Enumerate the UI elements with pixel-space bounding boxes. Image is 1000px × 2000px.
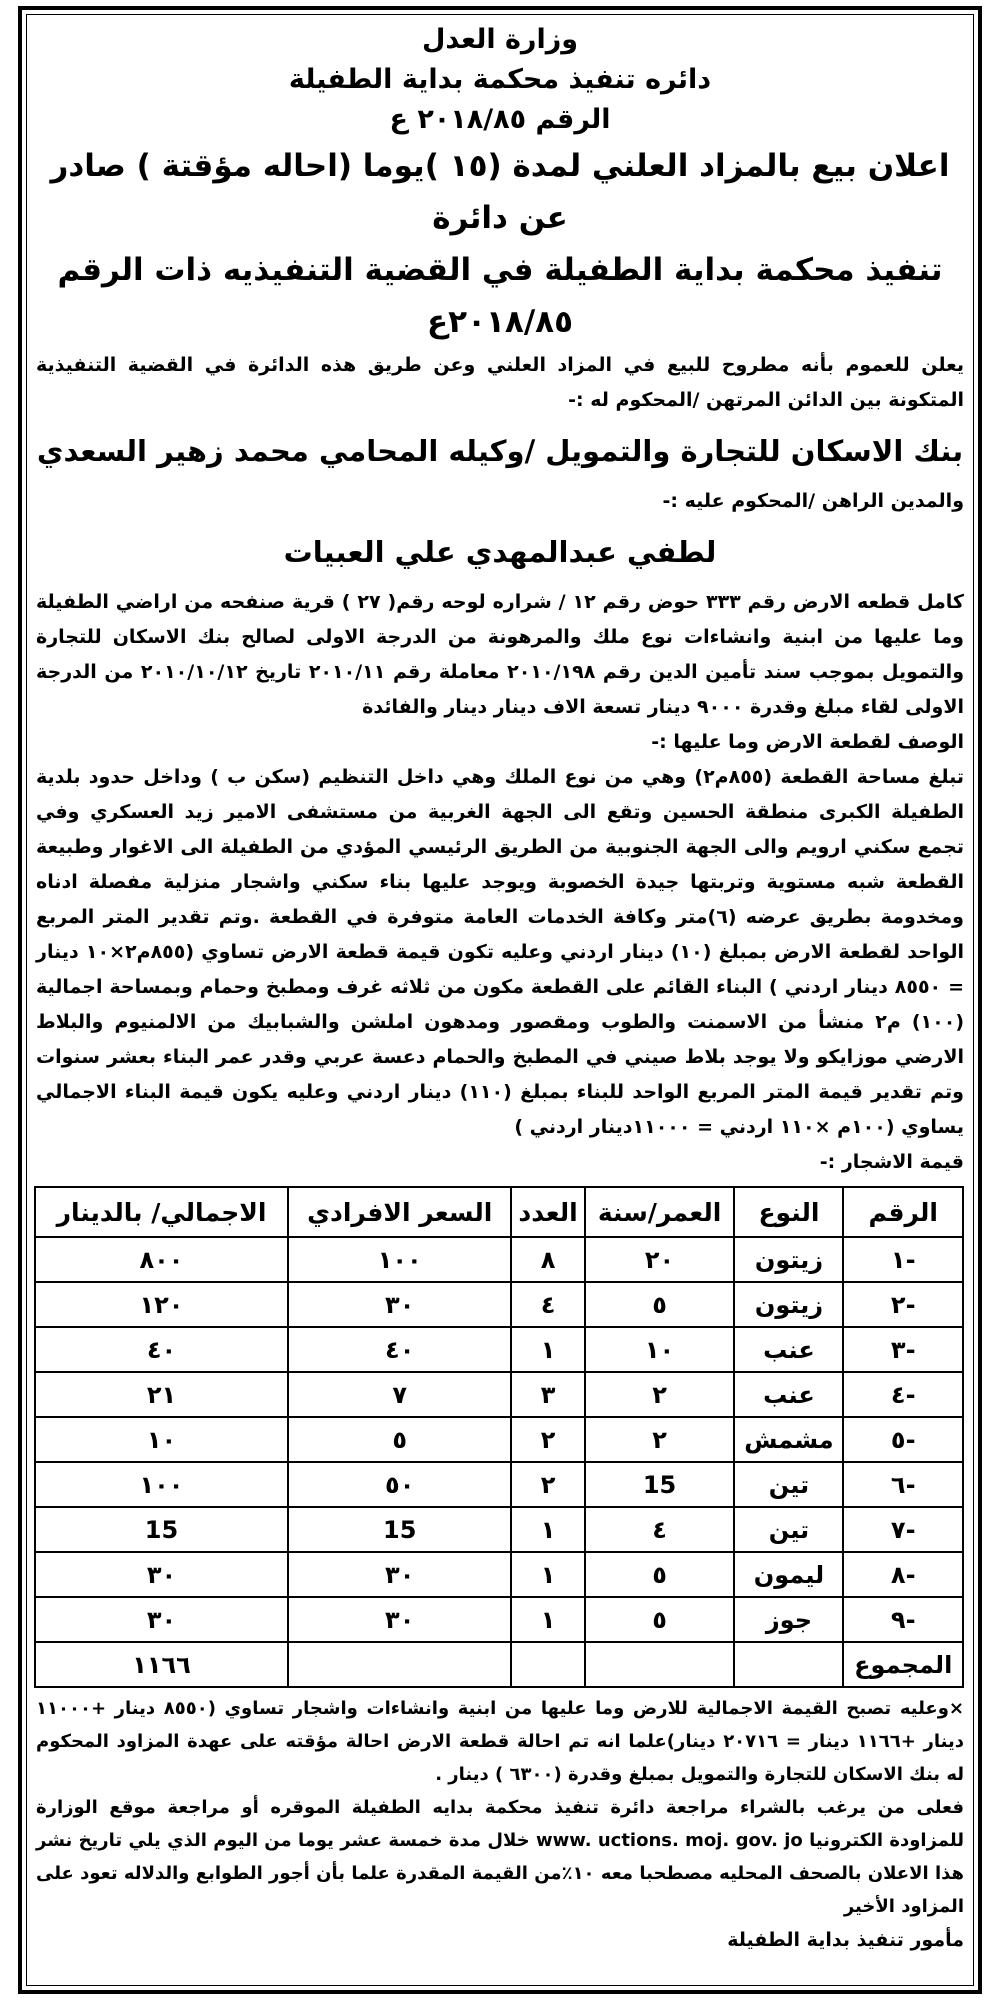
- table-cell: تين: [734, 1507, 843, 1552]
- table-cell-empty: [511, 1642, 584, 1687]
- table-cell: زيتون: [734, 1282, 843, 1327]
- table-cell: ٥٠: [288, 1462, 511, 1507]
- title-line-1: اعلان بيع بالمزاد العلني لمدة (١٥ )يوما (احاله مؤقتة ) صادر عن دائرة: [50, 148, 950, 236]
- description-paragraph: تبلغ مساحة القطعة (٨٥٥م٢) وهي من نوع الملك وهي داخل التنظيم (سكن ب ) وداخل حدود بلدية الطفيلة الكبرى منطقة الحسين وتقع الى الجهة الغربية من مستشفى الامير زيد العسكري وفي تجمع سكني ارويم والى الجهة الجنوبية من الطريق الرئيسي المؤدي من الطفيلة الى الاغوار وطبيعة القطعة شبه مستوية وتربتها جيدة الخصوبة ويوجد عليها بناء سكني واشجار منزلية مفصلة ادناه ومخدومة بطريق عرضه (٦)متر وكافة الخدمات العامة متوفرة في القطعة .وتم تقدير المتر المربع الواحد لقطعة الارض بمبلغ (١٠) دينار اردني وعليه تكون قيمة قطعة الارض تساوي (٨٥٥م٢×١٠ دينار = ٨٥٥٠ دينار اردني ) البناء القائم على القطعة مكون من ثلاثه غرف ومطبخ وحمام وبمساحة اجمالية (١٠٠) م٢ منشأ من الاسمنت والطوب ومقصور ومدهون املشن والشبابيك من الالمنيوم والبلاط الارضي موزايكو ولا يوجد بلاط صيني في المطبخ والحمام دعسة عربي وقدر عمر البناء بعشر سنوات وتم تقدير قيمة المتر المربع الواحد للبناء بمبلغ (١١٠) دينار اردني وعليه يكون قيمة البناء الاجمالي يساوي (١٠٠م ×١١٠ اردني = ١١٠٠٠دينار اردني ): [36, 766, 964, 1138]
- table-cell: ١: [511, 1507, 584, 1552]
- intro-paragraph: يعلن للعموم بأنه مطروح للبيع في المزاد العلني وعن طريق هذه الدائرة في القضية التنفيذية المتكونة بين الدائن المرتهن /المحكوم له :-: [36, 354, 964, 411]
- table-cell: تين: [734, 1462, 843, 1507]
- website-link[interactable]: www. uctions. moj. gov. jo: [535, 1830, 803, 1851]
- table-cell-empty: [585, 1642, 735, 1687]
- table-cell: -٨: [843, 1552, 963, 1597]
- table-cell: ١٠: [585, 1327, 735, 1372]
- table-cell: -١: [843, 1237, 963, 1282]
- instructions-text-2: خلال مدة خمسة عشر يوما من اليوم الذي يلي تاريخ نشر هذا الاعلان بالصحف المحليه مصطحبا معه ١٠٪من القيمة المقدرة علما بأن أجور الطوابع والدلاله تعود على المزاود الأخير: [36, 1830, 964, 1917]
- total-label: المجموع: [843, 1642, 963, 1687]
- table-cell: جوز: [734, 1597, 843, 1642]
- table-cell: ٣٠: [35, 1597, 288, 1642]
- table-cell: ٣: [511, 1372, 584, 1417]
- department-name: دائره تنفيذ محكمة بداية الطفيلة: [288, 64, 712, 95]
- table-cell: ١: [511, 1597, 584, 1642]
- table-cell: ٥: [288, 1417, 511, 1462]
- total-value: ١١٦٦: [35, 1642, 288, 1687]
- table-cell: ٤: [585, 1507, 735, 1552]
- column-header: الرقم: [843, 1187, 963, 1237]
- table-cell: ١٠: [35, 1417, 288, 1462]
- table-cell: -٢: [843, 1282, 963, 1327]
- column-header: النوع: [734, 1187, 843, 1237]
- table-cell: ٣٠: [288, 1552, 511, 1597]
- table-row: [35, 1237, 963, 1282]
- reference-number: الرقم ٢٠١٨/٨٥ ع: [389, 104, 611, 135]
- table-cell: ليمون: [734, 1552, 843, 1597]
- table-row: [35, 1462, 963, 1507]
- debtor-name: لطفي عبدالمهدي علي العبيات: [283, 535, 717, 569]
- table-cell: عنب: [734, 1327, 843, 1372]
- debtor-label: والمدين الراهن /المحكوم عليه :-: [662, 490, 964, 512]
- instructions-paragraph: [36, 1791, 964, 1923]
- table-cell: ٤٠: [35, 1327, 288, 1372]
- table-cell: ١٠٠: [288, 1237, 511, 1282]
- table-cell: ٢: [511, 1417, 584, 1462]
- table-cell: ٥: [585, 1597, 735, 1642]
- table-row: [35, 1597, 963, 1642]
- table-cell: -٣: [843, 1327, 963, 1372]
- table-total-row: [35, 1642, 963, 1687]
- table-row: [35, 1552, 963, 1597]
- table-cell: 15: [288, 1507, 511, 1552]
- table-row: [35, 1372, 963, 1417]
- table-cell-empty: [734, 1642, 843, 1687]
- table-row: [35, 1417, 963, 1462]
- table-cell: 15: [35, 1507, 288, 1552]
- column-header: الاجمالي/ بالدينار: [35, 1187, 288, 1237]
- table-cell: ١: [511, 1552, 584, 1597]
- table-header-row: [35, 1187, 963, 1237]
- ministry-name: وزارة العدل: [421, 24, 579, 55]
- table-cell: ٣٠: [35, 1552, 288, 1597]
- column-header: العمر/سنة: [585, 1187, 735, 1237]
- table-cell: ٣٠: [288, 1597, 511, 1642]
- table-cell: ٨: [511, 1237, 584, 1282]
- table-cell: زيتون: [734, 1237, 843, 1282]
- table-cell: -٩: [843, 1597, 963, 1642]
- table-cell: ٢١: [35, 1372, 288, 1417]
- table-cell: مشمش: [734, 1417, 843, 1462]
- table-cell: ٣٠: [288, 1282, 511, 1327]
- table-cell: ٤٠: [288, 1327, 511, 1372]
- column-header: السعر الافرادي: [288, 1187, 511, 1237]
- table-cell: -٤: [843, 1372, 963, 1417]
- table-row: [35, 1327, 963, 1372]
- table-cell: ٨٠٠: [35, 1237, 288, 1282]
- creditor-name: بنك الاسكان للتجارة والتمويل /وكيله المحامي محمد زهير السعدي: [36, 434, 964, 468]
- announcement-frame: [18, 6, 982, 1994]
- table-cell: -٧: [843, 1507, 963, 1552]
- table-cell: 15: [585, 1462, 735, 1507]
- table-cell: ٢: [585, 1417, 735, 1462]
- table-cell: عنب: [734, 1372, 843, 1417]
- instructions-text-1: فعلى من يرغب بالشراء مراجعة دائرة تنفيذ محكمة بدايه الطفيلة الموقره أو مراجعة موقع الوزارة للمزاودة الكترونيا: [36, 1797, 964, 1851]
- total-value-paragraph: ×وعليه تصبح القيمة الاجمالية للارض وما عليها من ابنية وانشاءات واشجار تساوي (٨٥٥٠ دينار +١١٠٠٠ دينار +١١٦٦ دينار = ٢٠٧١٦ دينار)علما انه تم احالة قطعة الارض احالة مؤقته على عهدة المزاود المحكوم له بنك الاسكان للتجارة والتمويل بمبلغ وقدرة (٦٣٠٠ ) دينار .: [36, 1698, 964, 1785]
- signature-line: مأمور تنفيذ بداية الطفيلة: [727, 1929, 964, 1951]
- table-cell: ٢: [511, 1462, 584, 1507]
- table-cell: ٧: [288, 1372, 511, 1417]
- property-paragraph: كامل قطعه الارض رقم ٣٣٣ حوض رقم ١٢ / شراره لوحه رقم( ٢٧ ) قرية صنفحه من اراضي الطفيلة وما عليها من ابنية وانشاءات نوع ملك والمرهونة من الدرجة الاولى لصالح بنك الاسكان للتجارة والتمويل بموجب سند تأمين الدين رقم ٢٠١٠/١٩٨ معاملة رقم ٢٠١٠/١١ تاريخ ٢٠١٠/١٠/١٢ من الدرجة الاولى لقاء مبلغ وقدرة ٩٠٠٠ دينار تسعة الاف دينار دينار والفائدة: [36, 591, 965, 718]
- table-cell: -٥: [843, 1417, 963, 1462]
- table-cell: ١٢٠: [35, 1282, 288, 1327]
- table-cell: -٦: [843, 1462, 963, 1507]
- description-label: الوصف لقطعة الارض وما عليها :-: [651, 731, 964, 753]
- table-cell: ٢: [585, 1372, 735, 1417]
- table-cell: ٥: [585, 1552, 735, 1597]
- table-cell: ١٠٠: [35, 1462, 288, 1507]
- trees-label: قيمة الاشجار :-: [819, 1151, 964, 1173]
- table-cell: ٢٠: [585, 1237, 735, 1282]
- table-cell: ٤: [511, 1282, 584, 1327]
- table-cell-empty: [288, 1642, 511, 1687]
- table-cell: ٥: [585, 1282, 735, 1327]
- column-header: العدد: [511, 1187, 584, 1237]
- table-cell: ١: [511, 1327, 584, 1372]
- table-row: [35, 1282, 963, 1327]
- trees-table: [34, 1186, 964, 1688]
- table-row: [35, 1507, 963, 1552]
- title-line-2: تنفيذ محكمة بداية الطفيلة في القضية التنفيذيه ذات الرقم ٢٠١٨/٨٥ع: [57, 252, 943, 340]
